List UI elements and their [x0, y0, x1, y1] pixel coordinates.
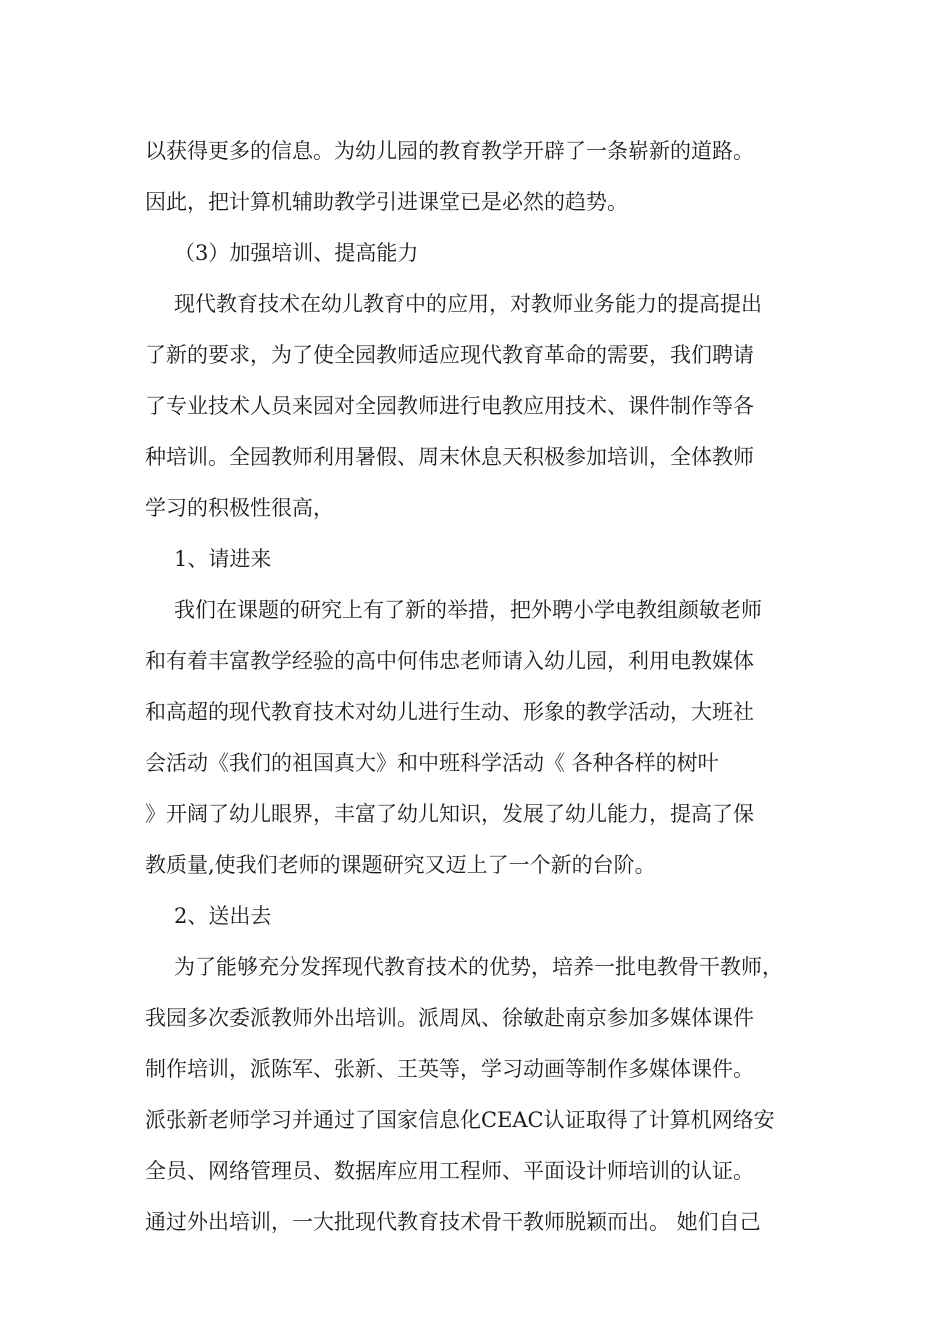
text-line: 教质量,使我们老师的课题研究又迈上了一个新的台阶。: [145, 853, 656, 877]
text-line: 派张新老师学习并通过了国家信息化CEAC认证取得了计算机网络安: [145, 1108, 775, 1132]
document-body: [145, 126, 810, 1248]
text-line: 制作培训，派陈军、张新、王英等，学习动画等制作多媒体课件。: [145, 1057, 754, 1081]
text-line: 和有着丰富教学经验的高中何伟忠老师请入幼儿园，利用电教媒体: [145, 649, 754, 673]
text-line: 我们在课题的研究上有了新的举措，把外聘小学电教组颜敏老师: [174, 598, 762, 622]
subsection-heading: 2、送出去: [174, 904, 272, 928]
text-line: 全员、网络管理员、数据库应用工程师、平面设计师培训的认证。: [145, 1159, 754, 1183]
text-line: 种培训。全园教师利用暑假、周末休息天积极参加培训，全体教师: [145, 445, 754, 469]
text-line: 现代教育技术在幼儿教育中的应用，对教师业务能力的提高提出: [174, 292, 762, 316]
text-line: 》开阔了幼儿眼界，丰富了幼儿知识，发展了幼儿能力，提高了保: [145, 802, 754, 826]
text-line: 和高超的现代教育技术对幼儿进行生动、形象的教学活动，大班社: [145, 700, 754, 724]
text-line: 会活动《我们的祖国真大》和中班科学活动《 各种各样的树叶: [145, 751, 719, 775]
text-line: 了新的要求，为了使全园教师适应现代教育革命的需要，我们聘请: [145, 343, 754, 367]
text-line: 因此，把计算机辅助教学引进课堂已是必然的趋势。: [145, 190, 628, 214]
text-line: 我园多次委派教师外出培训。派周凤、徐敏赴南京参加多媒体课件: [145, 1006, 754, 1030]
text-line: 了专业技术人员来园对全园教师进行电教应用技术、课件制作等各: [145, 394, 754, 418]
text-line: 以获得更多的信息。为幼儿园的教育教学开辟了一条崭新的道路。: [145, 139, 754, 163]
text-line: 学习的积极性很高，: [145, 496, 334, 520]
text-line: 为了能够充分发挥现代教育技术的优势，培养一批电教骨干教师，: [174, 955, 783, 979]
text-line: 通过外出培训，一大批现代教育技术骨干教师脱颖而出。 她们自己: [145, 1210, 761, 1234]
section-heading: （3）加强培训、提高能力: [174, 241, 419, 265]
subsection-heading: 1、请进来: [174, 547, 272, 571]
